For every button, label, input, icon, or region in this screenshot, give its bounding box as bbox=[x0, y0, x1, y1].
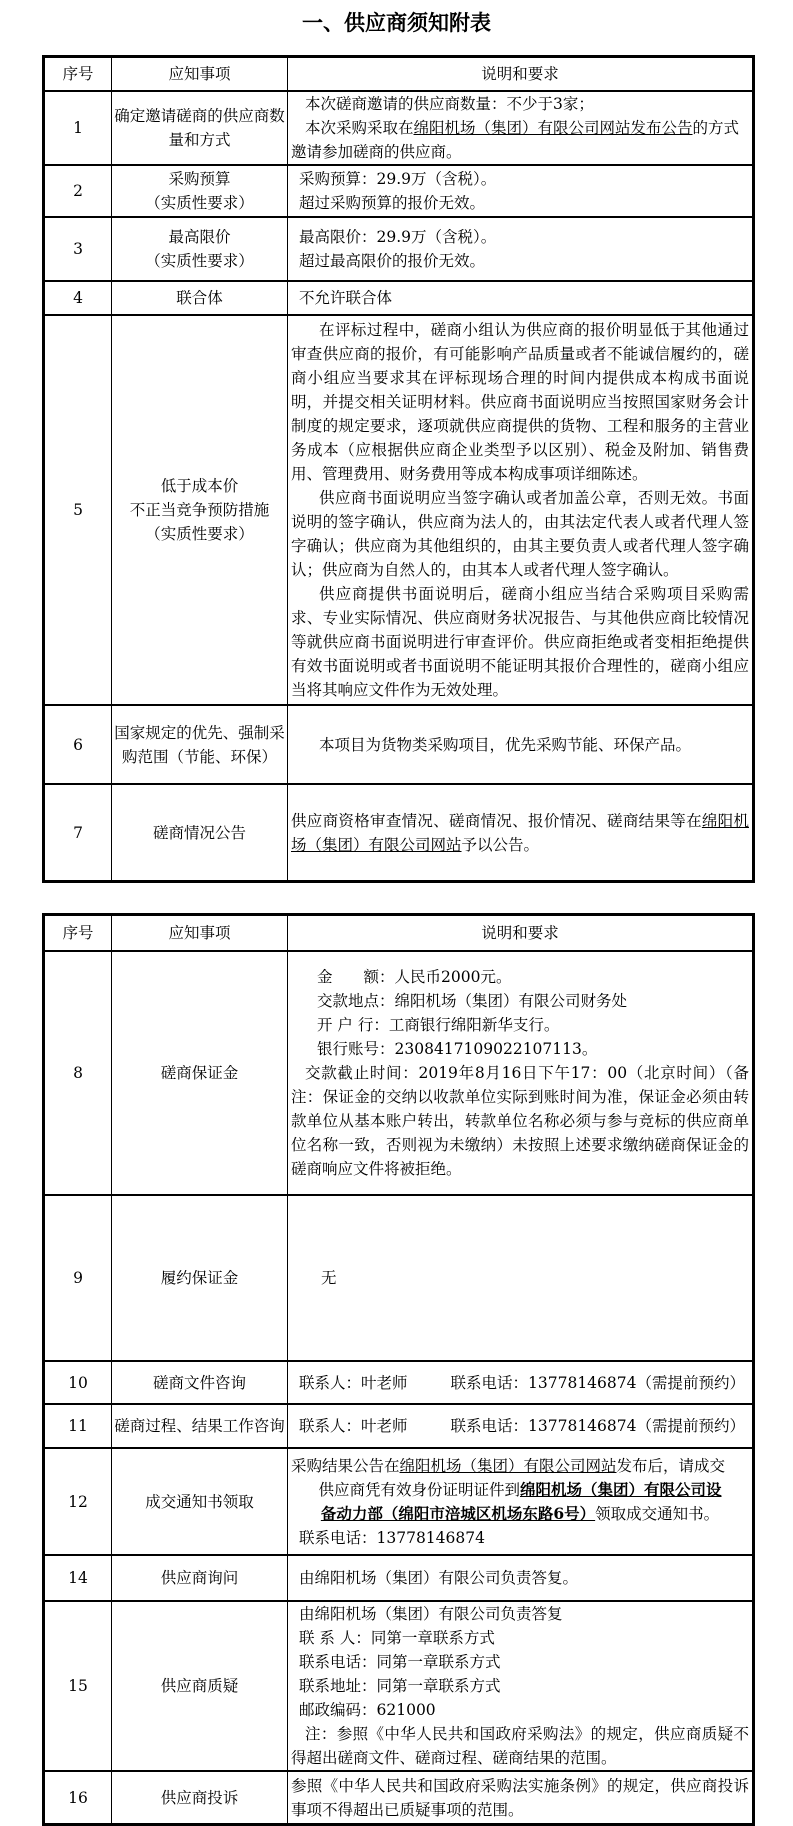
row-seq: 4 bbox=[44, 281, 112, 315]
desc-line: 无 bbox=[321, 1269, 337, 1287]
desc-line bbox=[291, 1478, 749, 1502]
supplier-notice-table-2 bbox=[42, 913, 755, 1826]
table-row bbox=[44, 1601, 754, 1771]
desc-line: 采购预算：29.9万（含税）。 bbox=[299, 170, 497, 188]
row-label: 成交通知书领取 bbox=[112, 1448, 288, 1555]
desc-line: 银行账号：2308417109022107113。 bbox=[317, 1040, 598, 1058]
label-line: （实质性要求） bbox=[145, 194, 254, 212]
desc-line: 联系地址：同第一章联系方式 bbox=[299, 1677, 501, 1695]
header-desc: 说明和要求 bbox=[288, 57, 754, 92]
row-desc bbox=[288, 705, 754, 784]
desc-line: 联 系 人：同第一章联系方式 bbox=[299, 1629, 495, 1647]
desc-line: 本次磋商邀请的供应商数量：不少于3家； bbox=[305, 95, 594, 113]
row-seq: 2 bbox=[44, 165, 112, 217]
table-row bbox=[44, 217, 754, 281]
row-label: 磋商文件咨询 bbox=[112, 1361, 288, 1404]
underlined-website-text: 绵阳机场（集团）有限公司网站 bbox=[399, 1456, 617, 1475]
desc-line: 最高限价：29.9万（含税）。 bbox=[299, 228, 497, 246]
row-seq: 3 bbox=[44, 217, 112, 281]
table-row bbox=[44, 1361, 754, 1404]
row-desc bbox=[288, 951, 754, 1195]
table-row bbox=[44, 784, 754, 882]
row-label bbox=[112, 217, 288, 281]
desc-line: 不允许联合体 bbox=[299, 289, 393, 307]
desc-line bbox=[291, 1454, 749, 1478]
contact-phone: 联系电话：13778146874 bbox=[299, 1528, 485, 1547]
row-label: 联合体 bbox=[112, 281, 288, 315]
desc-line: 超过采购预算的报价无效。 bbox=[299, 194, 486, 212]
desc-paragraph: 交款截止时间：2019年8月16日下午17：00（北京时间）（备注：保证金的交纳以收款单位实际到账时间为准，保证金必须由转款单位从基本账户转出，转款单位名称必须与参与竞标的供应商单位名称一致，否则视为未缴纳）未按照上述要求缴纳磋商保证金的磋商响应文件将被拒绝。 bbox=[291, 1064, 749, 1178]
table1-header-row bbox=[44, 57, 754, 92]
row-label: 供应商质疑 bbox=[112, 1601, 288, 1771]
row-desc bbox=[288, 217, 754, 281]
label-line: （实质性要求） bbox=[145, 252, 254, 270]
row-label: 国家规定的优先、强制采购范围（节能、环保） bbox=[112, 705, 288, 784]
table-row bbox=[44, 1404, 754, 1448]
table-row bbox=[44, 1555, 754, 1601]
table-row bbox=[44, 91, 754, 165]
row-seq: 11 bbox=[44, 1404, 112, 1448]
row-seq: 12 bbox=[44, 1448, 112, 1555]
desc-line: 联系电话：同第一章联系方式 bbox=[299, 1653, 501, 1671]
desc-paragraph: 在评标过程中，磋商小组认为供应商的报价明显低于其他通过审查供应商的报价，有可能影响产品质量或者不能诚信履约的，磋商小组应当要求其在评标现场合理的时间内提供成本构成书面说明，并提交相关证明材料。供应商书面说明应当按照国家财务会计制度的规定要求，逐项就供应商提供的货物、工程和服务的主营业务成本（应根据供应商企业类型予以区别）、税金及附加、销售费用、管理费用、财务费用等成本构成事项详细陈述。 bbox=[291, 321, 749, 483]
contact-phone: 联系电话：13778146874（需提前预约） bbox=[450, 1417, 745, 1435]
bold-underlined-address-text: 绵阳机场（集团）有限公司设 bbox=[520, 1479, 722, 1499]
desc-text: 本次采购采取在 bbox=[305, 119, 414, 137]
desc-text: 供应商资格审查情况、磋商情况、报价情况、磋商结果等在 bbox=[291, 811, 702, 830]
header-item: 应知事项 bbox=[112, 57, 288, 92]
desc-text: 领取成交通知书。 bbox=[595, 1504, 720, 1523]
desc-line: 由绵阳机场（集团）有限公司负责答复 bbox=[299, 1605, 563, 1623]
table-row bbox=[44, 951, 754, 1195]
desc-line: 邮政编码：621000 bbox=[299, 1701, 436, 1719]
table-row bbox=[44, 281, 754, 315]
desc-paragraph bbox=[291, 809, 749, 857]
page-title: 一、供应商须知附表 bbox=[302, 10, 491, 35]
row-seq: 14 bbox=[44, 1555, 112, 1601]
row-seq: 9 bbox=[44, 1195, 112, 1361]
header-item: 应知事项 bbox=[112, 915, 288, 952]
table-row bbox=[44, 1771, 754, 1825]
desc-text: 予以公告。 bbox=[461, 835, 540, 854]
desc-paragraph: 供应商书面说明应当签字确认或者加盖公章，否则无效。书面说明的签字确认，供应商为法人的，由其法定代表人或者代理人签字确认；供应商为其他组织的，由其主要负责人或者代理人签字确认；供应商为自然人的，由其本人或者代理人签字确认。 bbox=[291, 489, 749, 579]
row-label: 确定邀请磋商的供应商数量和方式 bbox=[112, 91, 288, 165]
table-row bbox=[44, 705, 754, 784]
contact-line bbox=[291, 1414, 749, 1438]
desc-line: 本项目为货物类采购项目，优先采购节能、环保产品。 bbox=[319, 735, 692, 754]
row-desc bbox=[288, 1771, 754, 1825]
desc-paragraph: 供应商提供书面说明后，磋商小组应当结合采购项目采购需求、专业实际情况、供应商财务状况报告、与其他供应商比较情况等就供应商书面说明进行审查评价。供应商拒绝或者变相拒绝提供有效书面说明或者书面说明不能证明其报价合理性的，磋商小组应当将其响应文件作为无效处理。 bbox=[291, 585, 749, 699]
row-seq: 8 bbox=[44, 951, 112, 1195]
row-seq: 7 bbox=[44, 784, 112, 882]
label-line: 低于成本价 bbox=[160, 477, 239, 495]
row-label: 供应商询问 bbox=[112, 1555, 288, 1601]
table-row bbox=[44, 1448, 754, 1555]
row-desc bbox=[288, 165, 754, 217]
row-label: 磋商保证金 bbox=[112, 951, 288, 1195]
row-desc bbox=[288, 281, 754, 315]
row-desc bbox=[288, 1555, 754, 1601]
row-label: 履约保证金 bbox=[112, 1195, 288, 1361]
contact-phone: 联系电话：13778146874（需提前预约） bbox=[450, 1373, 745, 1392]
table-row bbox=[44, 315, 754, 705]
desc-line: 超过最高限价的报价无效。 bbox=[299, 252, 486, 270]
label-line: 不正当竞争预防措施 bbox=[129, 501, 270, 519]
desc-paragraph: 参照《中华人民共和国政府采购法实施条例》的规定，供应商投诉事项不得超出已质疑事项的范围。 bbox=[291, 1776, 749, 1819]
row-seq: 6 bbox=[44, 705, 112, 784]
underlined-website-text: 绵阳机场（集团）有限公司网站发布公告 bbox=[413, 119, 693, 137]
bold-underlined-address-text: 备动力部（绵阳市涪城区机场东路6号） bbox=[320, 1503, 596, 1523]
row-seq: 5 bbox=[44, 315, 112, 705]
desc-text: 采购结果公告在 bbox=[291, 1456, 400, 1475]
desc-line: 开 户 行：工商银行绵阳新华支行。 bbox=[317, 1016, 560, 1034]
row-seq: 1 bbox=[44, 91, 112, 165]
desc-line bbox=[291, 116, 749, 164]
row-label bbox=[112, 165, 288, 217]
label-line: （实质性要求） bbox=[145, 525, 254, 543]
row-desc bbox=[288, 1601, 754, 1771]
underlined-website-text: 绵阳机场（集团）有限公司网站 bbox=[291, 811, 749, 854]
desc-text: 供应商凭有效身份证明证件到 bbox=[318, 1480, 520, 1499]
row-desc bbox=[288, 1361, 754, 1404]
table-row bbox=[44, 1195, 754, 1361]
header-seq: 序号 bbox=[44, 57, 112, 92]
row-desc bbox=[288, 91, 754, 165]
label-line: 采购预算 bbox=[168, 170, 231, 188]
row-label: 供应商投诉 bbox=[112, 1771, 288, 1825]
row-label bbox=[112, 315, 288, 705]
desc-paragraph: 注：参照《中华人民共和国政府采购法》的规定，供应商质疑不得超出磋商文件、磋商过程、磋商结果的范围。 bbox=[291, 1725, 749, 1767]
contact-line bbox=[291, 1371, 749, 1395]
contact-person: 联系人：叶老师 bbox=[299, 1417, 408, 1435]
row-desc bbox=[288, 315, 754, 705]
desc-text: 的方式邀请参加磋商的供应商。 bbox=[291, 119, 740, 161]
row-seq: 10 bbox=[44, 1361, 112, 1404]
row-desc bbox=[288, 784, 754, 882]
header-desc: 说明和要求 bbox=[288, 915, 754, 952]
supplier-notice-table-1 bbox=[42, 55, 755, 883]
row-desc bbox=[288, 1195, 754, 1361]
header-seq: 序号 bbox=[44, 915, 112, 952]
table-row bbox=[44, 165, 754, 217]
desc-line: 由绵阳机场（集团）有限公司负责答复。 bbox=[299, 1569, 579, 1587]
row-seq: 15 bbox=[44, 1601, 112, 1771]
row-seq: 16 bbox=[44, 1771, 112, 1825]
row-label: 磋商情况公告 bbox=[112, 784, 288, 882]
desc-line: 金 额：人民币2000元。 bbox=[317, 968, 512, 986]
desc-text: 发布后，请成交 bbox=[616, 1456, 726, 1475]
label-line: 最高限价 bbox=[168, 228, 231, 246]
desc-line bbox=[291, 1502, 749, 1526]
row-label: 磋商过程、结果工作咨询 bbox=[112, 1404, 288, 1448]
row-desc bbox=[288, 1448, 754, 1555]
desc-line: 交款地点：绵阳机场（集团）有限公司财务处 bbox=[317, 992, 628, 1010]
table2-header-row bbox=[44, 915, 754, 952]
row-desc bbox=[288, 1404, 754, 1448]
contact-person: 联系人：叶老师 bbox=[299, 1373, 408, 1392]
